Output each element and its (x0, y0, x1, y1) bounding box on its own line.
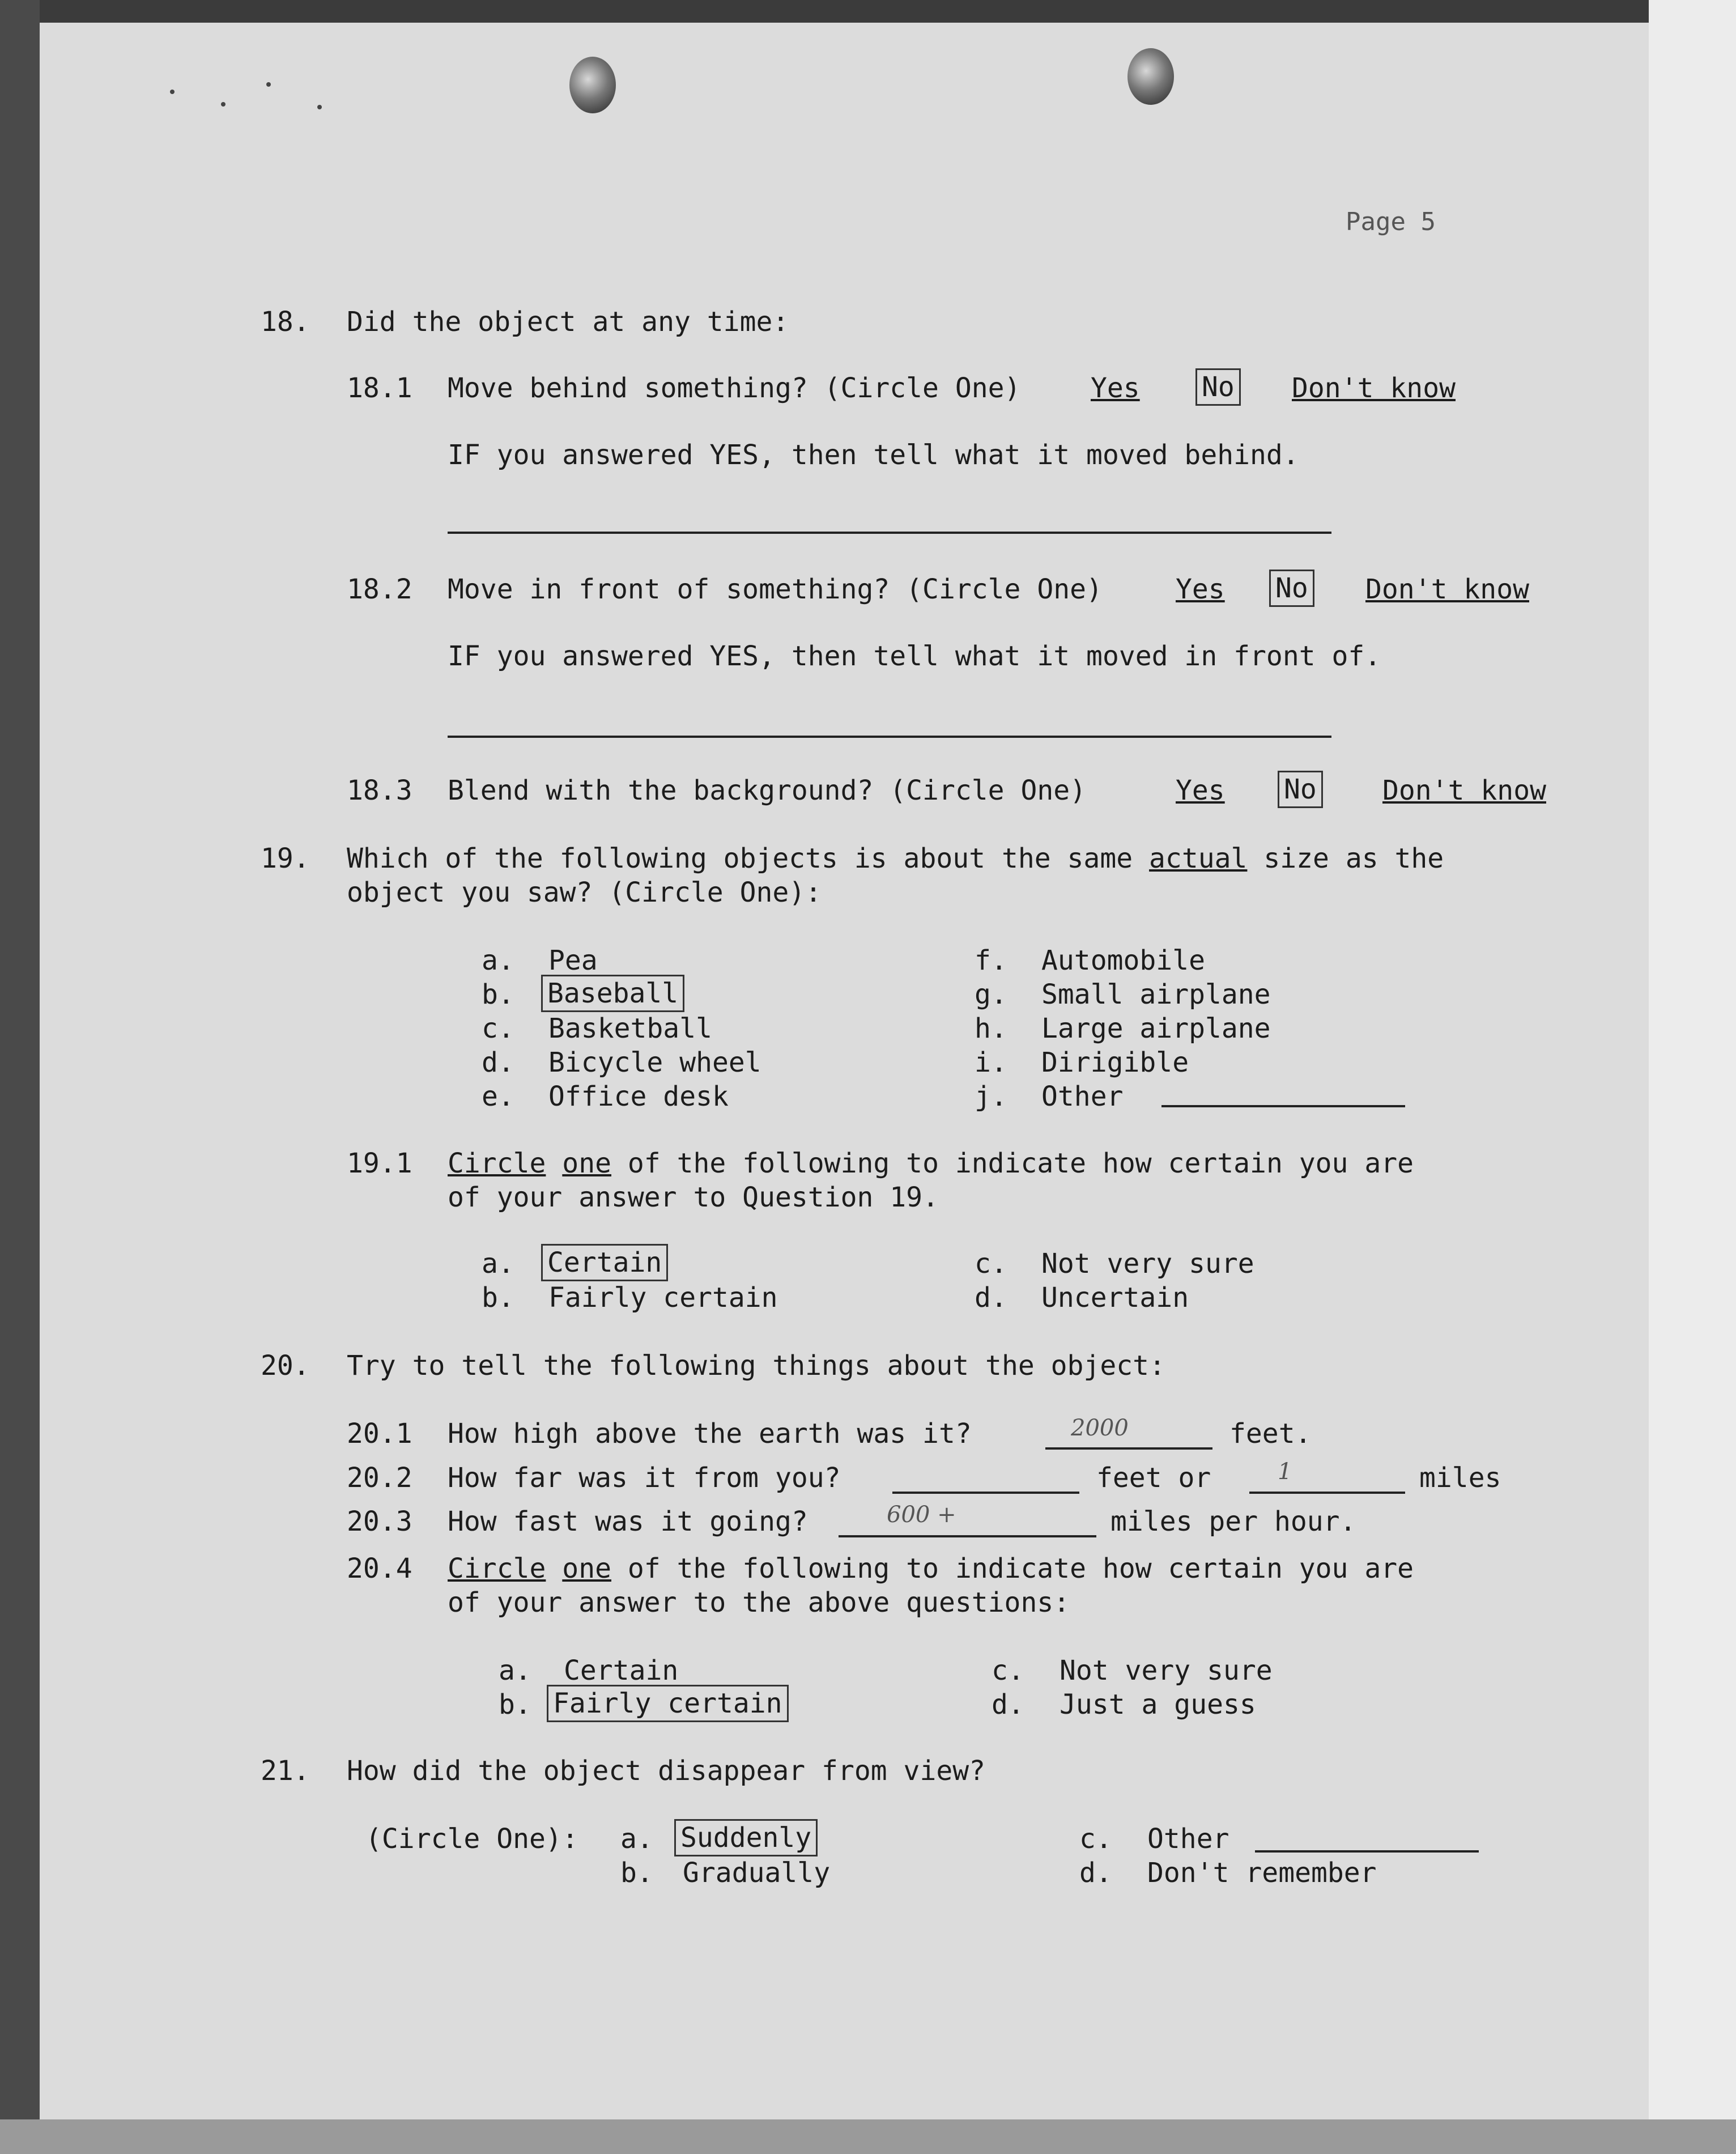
q18-3-number: 18.3 (347, 775, 412, 806)
q18-3-no-option-circled[interactable]: No (1278, 771, 1323, 808)
q21-option-a-circled[interactable]: Suddenly (674, 1819, 818, 1856)
q18-1-answer-line[interactable] (448, 532, 1331, 534)
q20-4-option-a[interactable]: Certain (564, 1655, 679, 1686)
q20-3-answer-line[interactable] (839, 1535, 1096, 1537)
q19-1-option-d-letter: d. (975, 1282, 1007, 1314)
q20-1-answer-line[interactable] (1045, 1447, 1212, 1450)
q19-1-option-c[interactable]: Not very sure (1041, 1248, 1254, 1280)
q18-1-yes-option[interactable]: Yes (1091, 372, 1140, 404)
q18-1-text: Move behind something? (Circle One) (448, 372, 1021, 404)
q18-2-no-option-circled[interactable]: No (1269, 570, 1314, 607)
q20-2-handwritten-answer[interactable]: 1 (1278, 1459, 1292, 1485)
q21-other-blank[interactable] (1255, 1850, 1479, 1853)
q18-text: Did the object at any time: (347, 306, 789, 338)
q21-option-a-letter: a. (620, 1823, 653, 1855)
speck (221, 102, 225, 107)
q20-4-option-b-letter: b. (499, 1689, 531, 1720)
speck (266, 82, 271, 87)
q19-line1-a: Which of the following objects is about the same (347, 843, 1150, 874)
q19-option-a[interactable]: Pea (548, 945, 598, 976)
q19-1-rest: of the following to indicate how certain you are (611, 1148, 1414, 1179)
q21-option-d-letter: d. (1079, 1857, 1112, 1889)
q20-3-handwritten-answer[interactable]: 600 + (887, 1502, 956, 1528)
q20-number: 20. (261, 1350, 310, 1382)
q19-1-option-a-circled[interactable]: Certain (541, 1244, 668, 1281)
q19-option-a-letter: a. (482, 945, 514, 976)
q18-1-followup: IF you answered YES, then tell what it moved behind. (448, 439, 1299, 471)
q20-4-one-word: one (562, 1553, 611, 1584)
q20-2-feet-line[interactable] (892, 1492, 1079, 1494)
q19-option-i-letter: i. (975, 1047, 1007, 1078)
q19-1-option-b-letter: b. (482, 1282, 514, 1314)
q21-option-b-letter: b. (620, 1857, 653, 1889)
scan-bottom-edge (0, 2119, 1736, 2154)
q19-option-h[interactable]: Large airplane (1041, 1013, 1271, 1044)
punch-hole-right (1127, 48, 1174, 105)
q20-text: Try to tell the following things about the object: (347, 1350, 1165, 1382)
q18-1-number: 18.1 (347, 372, 412, 404)
q20-4-option-c[interactable]: Not very sure (1060, 1655, 1273, 1686)
q19-number: 19. (261, 843, 310, 874)
q20-4-option-c-letter: c. (992, 1655, 1024, 1686)
speck (317, 105, 322, 109)
q20-4-rest: of the following to indicate how certain you are (611, 1553, 1414, 1584)
q19-1-option-d[interactable]: Uncertain (1041, 1282, 1189, 1314)
q21-option-b[interactable]: Gradually (683, 1857, 831, 1889)
q20-4-number: 20.4 (347, 1553, 412, 1584)
q19-1-number: 19.1 (347, 1148, 412, 1179)
scan-left-edge (0, 0, 40, 2154)
q20-2-unit1: feet or (1096, 1462, 1211, 1494)
q19-actual-emphasis: actual (1149, 843, 1248, 874)
q19-option-c[interactable]: Basketball (548, 1013, 712, 1044)
q20-3-text: How fast was it going? (448, 1506, 808, 1537)
q20-4-line2: of your answer to the above questions: (448, 1587, 1070, 1618)
q20-1-unit: feet. (1229, 1418, 1312, 1450)
q20-2-unit2: miles (1419, 1462, 1501, 1494)
q19-option-b-circled[interactable]: Baseball (541, 975, 684, 1012)
q20-4-circle-word: Circle (448, 1553, 546, 1584)
q20-2-number: 20.2 (347, 1462, 412, 1494)
q19-option-e-letter: e. (482, 1081, 514, 1112)
q19-option-b-letter: b. (482, 979, 514, 1010)
scan-right-edge (1649, 0, 1736, 2154)
q18-2-answer-line[interactable] (448, 736, 1331, 738)
q19-other-blank[interactable] (1161, 1105, 1405, 1107)
q18-3-text: Blend with the background? (Circle One) (448, 775, 1087, 806)
q19-1-one-word: one (562, 1148, 611, 1179)
q20-1-text: How high above the earth was it? (448, 1418, 972, 1450)
q19-option-h-letter: h. (975, 1013, 1007, 1044)
q19-1-option-c-letter: c. (975, 1248, 1007, 1280)
q21-prefix: (Circle One): (365, 1823, 578, 1855)
q21-text: How did the object disappear from view? (347, 1755, 986, 1787)
q19-1-option-b[interactable]: Fairly certain (548, 1282, 778, 1314)
q18-2-followup: IF you answered YES, then tell what it moved in front of. (448, 640, 1381, 672)
q18-2-dont-know-option[interactable]: Don't know (1365, 573, 1529, 605)
q20-4-option-d-letter: d. (992, 1689, 1024, 1720)
q20-3-unit: miles per hour. (1110, 1506, 1356, 1537)
q19-option-j-letter: j. (975, 1081, 1007, 1112)
q20-4-option-b-circled[interactable]: Fairly certain (547, 1685, 789, 1722)
q20-3-number: 20.3 (347, 1506, 412, 1537)
speck (170, 90, 175, 94)
q18-2-text: Move in front of something? (Circle One) (448, 573, 1103, 605)
q21-number: 21. (261, 1755, 310, 1787)
q19-option-d-letter: d. (482, 1047, 514, 1078)
q19-line1-c: size as the (1247, 843, 1444, 874)
q20-1-number: 20.1 (347, 1418, 412, 1450)
q20-2-text: How far was it from you? (448, 1462, 841, 1494)
q20-1-handwritten-answer[interactable]: 2000 (1071, 1415, 1129, 1441)
q19-option-g-letter: g. (975, 979, 1007, 1010)
q18-2-number: 18.2 (347, 573, 412, 605)
page-number: Page 5 (1346, 207, 1436, 236)
q19-option-g[interactable]: Small airplane (1041, 979, 1271, 1010)
q21-option-c[interactable]: Other (1147, 1823, 1229, 1855)
q21-option-d[interactable]: Don't remember (1147, 1857, 1377, 1889)
q20-4-line1 (448, 1552, 1414, 1586)
q19-option-j[interactable]: Other (1041, 1081, 1124, 1112)
q19-option-f[interactable]: Automobile (1041, 945, 1205, 976)
q19-line2: object you saw? (Circle One): (347, 877, 822, 908)
q20-4-option-d[interactable]: Just a guess (1060, 1689, 1256, 1720)
q19-line1 (347, 842, 1444, 876)
q19-1-line1 (448, 1146, 1414, 1180)
q18-3-yes-option[interactable]: Yes (1176, 775, 1225, 806)
punch-hole-left (569, 57, 616, 113)
q20-4-option-a-letter: a. (499, 1655, 531, 1686)
q18-1-no-option-circled[interactable]: No (1195, 368, 1241, 406)
q19-option-f-letter: f. (975, 945, 1007, 976)
q18-number: 18. (261, 306, 310, 338)
q19-option-e[interactable]: Office desk (548, 1081, 729, 1112)
q19-1-line2: of your answer to Question 19. (448, 1182, 939, 1213)
q18-1-dont-know-option[interactable]: Don't know (1292, 372, 1456, 404)
q19-1-circle-word: Circle (448, 1148, 546, 1179)
q21-option-c-letter: c. (1079, 1823, 1112, 1855)
q18-2-yes-option[interactable]: Yes (1176, 573, 1225, 605)
q20-2-miles-line[interactable] (1249, 1492, 1405, 1494)
q19-option-d[interactable]: Bicycle wheel (548, 1047, 761, 1078)
q19-1-option-a-letter: a. (482, 1248, 514, 1280)
q19-option-c-letter: c. (482, 1013, 514, 1044)
q19-option-i[interactable]: Dirigible (1041, 1047, 1189, 1078)
q18-3-dont-know-option[interactable]: Don't know (1382, 775, 1546, 806)
